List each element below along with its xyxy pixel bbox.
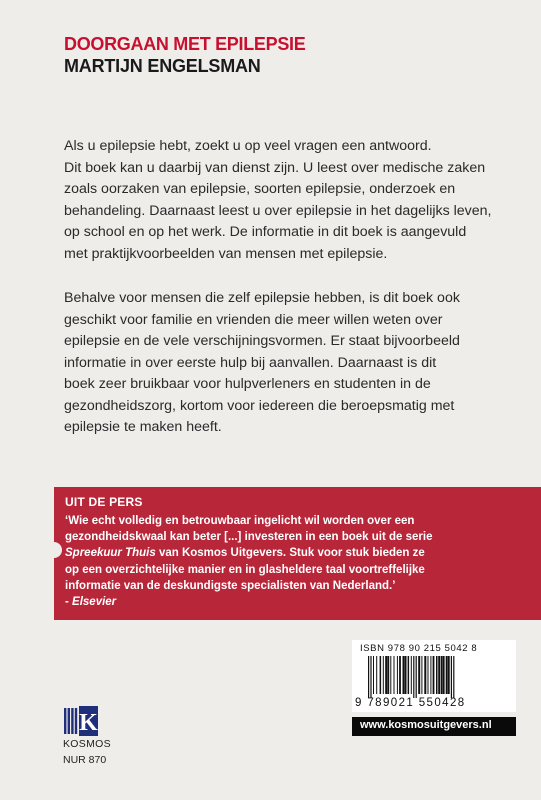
blurb-line: met praktijkvoorbeelden van mensen met epilepsie.: [64, 245, 388, 262]
blurb-line: gezondheidszorg, kortom voor iedereen die beroepsmatig met: [64, 397, 455, 414]
blurb-line: zoals oorzaken van epilepsie, soorten epilepsie, onderzoek en: [64, 181, 456, 197]
isbn-text: ISBN 978 90 215 5042 8: [360, 643, 478, 654]
blurb-line: geschikt voor familie en vrienden die meer willen weten over: [64, 311, 443, 328]
blurb-line: epilepsie en de vele verschijningsvormen. Er staat bijvoorbeeld: [64, 333, 460, 349]
press-quote-line: [65, 545, 535, 561]
book-author: MARTIJN ENGELSMAN: [64, 56, 261, 76]
barcode-stripe: [433, 656, 435, 694]
barcode-stripe: [430, 656, 431, 694]
press-quote-line: ‘Wie echt volledig en betrouwbaar ingelicht wil worden over een: [65, 515, 415, 527]
barcode-digits: 9 789021 550428: [355, 697, 466, 709]
blurb-paragraph-1: [64, 136, 492, 265]
barcode-stripe: [383, 656, 384, 694]
barcode-stripe: [453, 656, 454, 698]
barcode-stripe: [373, 656, 374, 694]
series-name: Spreekuur Thuis: [65, 547, 156, 560]
barcode-stripe: [438, 656, 440, 694]
barcode-stripe: [441, 656, 443, 694]
publisher-url[interactable]: www.kosmosuitgevers.nl: [360, 719, 492, 731]
barcode-stripe: [446, 656, 448, 694]
blurb-line: op school en op het werk. De informatie in dit boek is aangevuld: [64, 224, 467, 240]
barcode-stripe: [424, 656, 426, 694]
barcode-bars: [366, 656, 506, 698]
blurb-paragraph-2: [64, 288, 484, 439]
press-quote-line-rest: van Kosmos Uitgevers. Stuk voor stuk bieden ze: [155, 547, 425, 560]
barcode-stripe: [418, 656, 420, 694]
blurb-line: Als u epilepsie hebt, zoekt u op veel vragen een antwoord.: [64, 138, 432, 154]
barcode-stripe: [385, 656, 387, 694]
barcode-stripe: [421, 656, 422, 694]
barcode-stripe: [394, 656, 395, 694]
press-source-dash: -: [65, 596, 73, 609]
barcode-stripe: [448, 656, 450, 694]
barcode-stripe: [370, 656, 371, 698]
publisher-url-bar: [352, 717, 516, 736]
book-title: DOORGAAN MET EPILEPSIE: [64, 34, 306, 54]
press-quote-line: op een overzichtelijke manier en in glasheldere taal voortreffelijke: [65, 563, 425, 576]
barcode-stripe: [380, 656, 382, 694]
nur-code: NUR 870: [63, 754, 107, 766]
kosmos-logo-icon: [64, 706, 98, 736]
barcode-stripe: [397, 656, 398, 694]
blurb-line: epilepsie te maken heeft.: [64, 419, 222, 435]
barcode-stripe: [408, 656, 410, 694]
press-source: [65, 594, 535, 610]
barcode-stripe: [405, 656, 407, 694]
barcode-stripe: [443, 656, 445, 694]
blurb-line: informatie in over eerste hulp bij aanvallen. Daarnaast is dit: [64, 354, 437, 371]
blurb-line: behandeling. Daarnaast leest u over epilepsie in het dagelijks leven,: [64, 202, 492, 219]
barcode-stripe: [428, 656, 429, 694]
barcode-stripe: [436, 656, 438, 694]
barcode: [352, 640, 516, 712]
press-quote-line: informatie van de deskundigste specialisten van Nederland.’: [65, 579, 396, 592]
press-quote: [65, 513, 535, 610]
barcode-stripe: [376, 656, 377, 694]
barcode-stripe: [403, 656, 405, 694]
press-quote-box: [54, 487, 541, 620]
barcode-stripe: [368, 656, 369, 698]
publisher-name: KOSMOS: [63, 738, 111, 750]
barcode-stripe: [451, 656, 452, 698]
barcode-stripe: [413, 656, 414, 698]
barcode-stripe: [416, 656, 417, 698]
barcode-stripe: [387, 656, 389, 694]
press-box-notch: [46, 542, 62, 558]
blurb-line: boek zeer bruikbaar voor hulpverleners en studenten in de: [64, 376, 431, 392]
blurb-line: Behalve voor mensen die zelf epilepsie hebben, is dit boek ook: [64, 290, 460, 306]
barcode-stripe: [390, 656, 391, 694]
press-quote-line: gezondheidskwaal kan beter [...] investeren in een boek uit de serie: [65, 531, 433, 544]
blurb-line: Dit boek kan u daarbij van dienst zijn. U leest over medische zaken: [64, 159, 486, 176]
press-heading: UIT DE PERS: [65, 495, 143, 509]
barcode-stripe: [411, 656, 412, 694]
logo-letter: K: [79, 710, 98, 736]
barcode-stripe: [399, 656, 401, 694]
press-source-name: Elsevier: [72, 596, 117, 609]
